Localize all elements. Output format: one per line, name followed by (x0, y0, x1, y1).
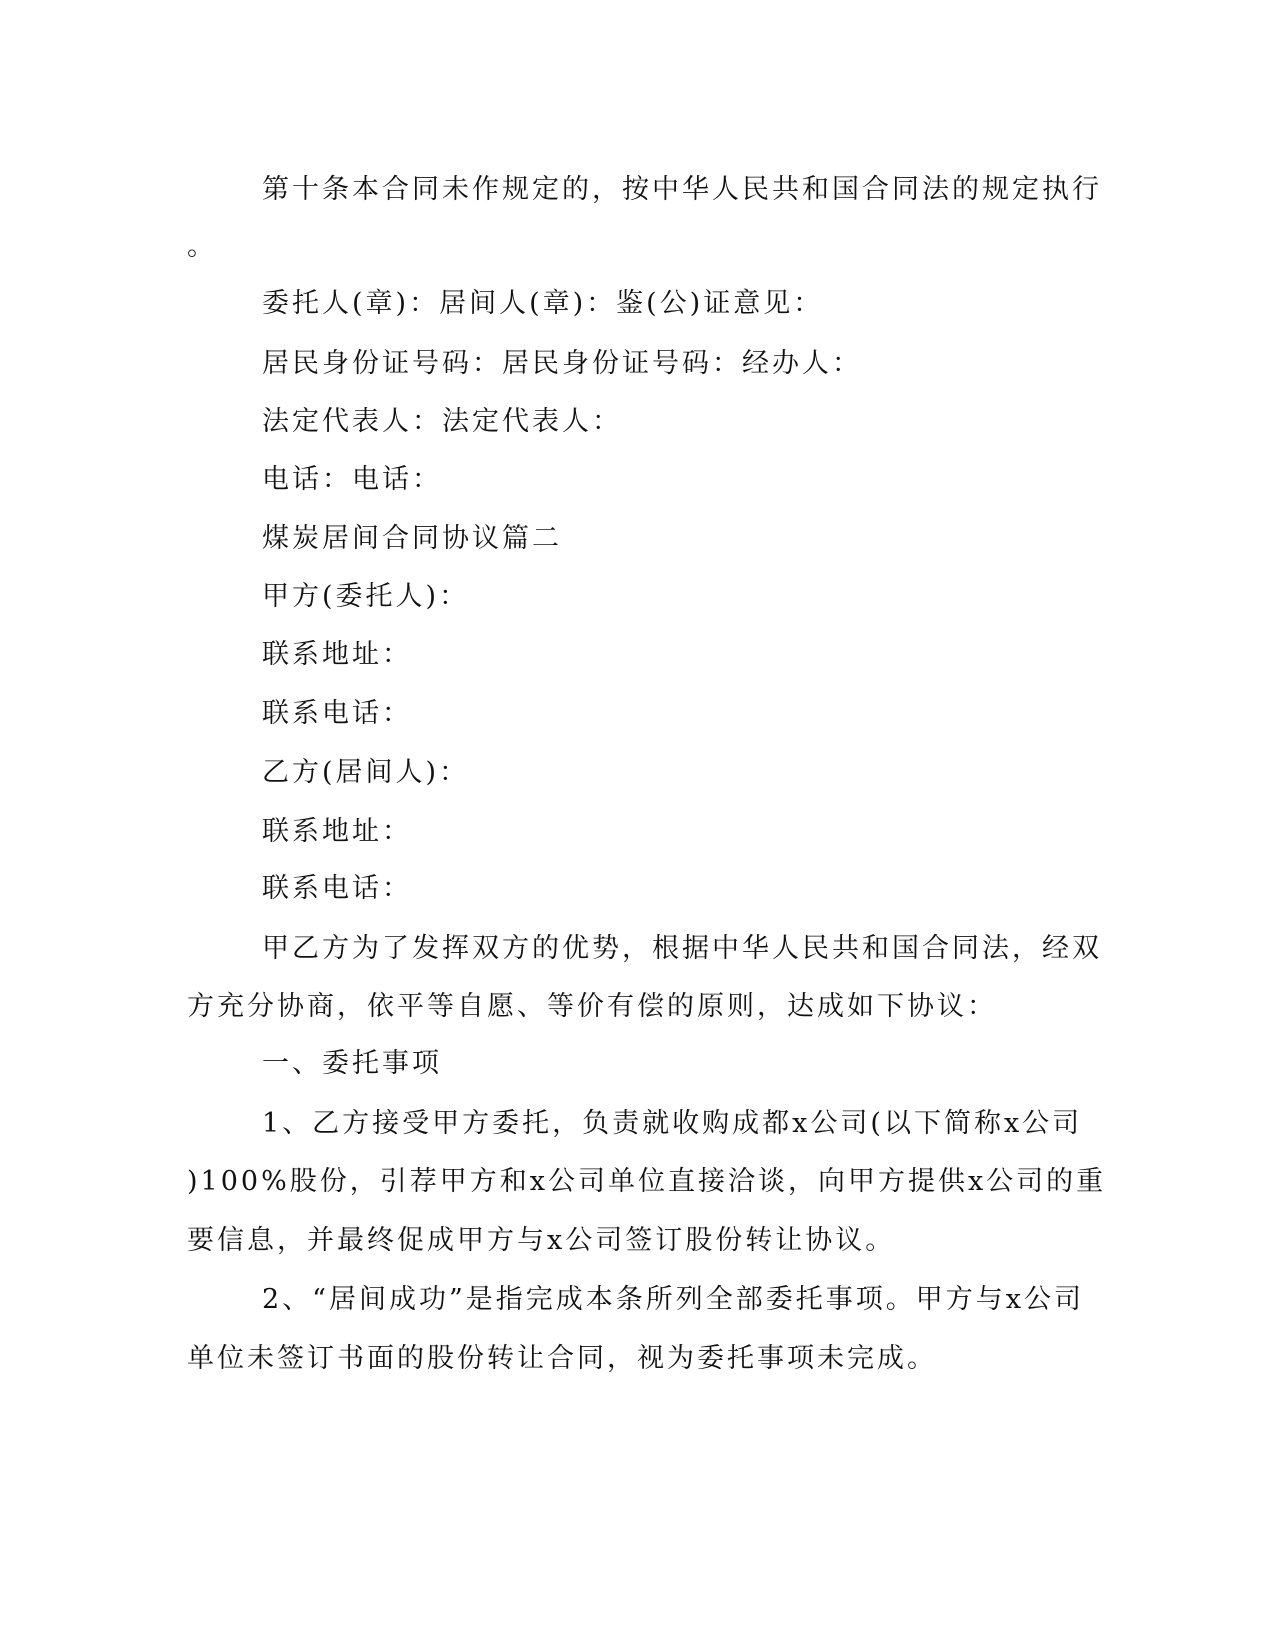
signature-line: 委托人(章)：居间人(章)：鉴(公)证意见： (262, 288, 824, 319)
clause-1-line-3: 要信息，并最终促成甲方与x公司签订股份转让协议。 (187, 1225, 896, 1256)
party-a-address: 联系地址： (262, 639, 412, 670)
party-b-line: 乙方(居间人)： (262, 757, 470, 788)
phone-line: 电话：电话： (262, 464, 442, 495)
clause-2-line-1: 2、“居间成功”是指完成本条所列全部委托事项。甲方与x公司 (262, 1284, 1085, 1315)
clause-1-line-2: )100%股份，引荐甲方和x公司单位直接洽谈，向甲方提供x公司的重 (187, 1166, 1107, 1197)
clause-2-line-2: 单位未签订书面的股份转让合同，视为委托事项未完成。 (187, 1343, 937, 1374)
paragraph-article-ten: 第十条本合同未作规定的，按中华人民共和国合同法的规定执行 (262, 174, 1102, 205)
section-title: 煤炭居间合同协议篇二 (262, 523, 562, 554)
legal-rep-line: 法定代表人：法定代表人： (262, 406, 622, 437)
id-number-line: 居民身份证号码：居民身份证号码：经办人： (262, 348, 862, 379)
party-b-phone: 联系电话： (262, 873, 412, 904)
paragraph-article-ten-end: 。 (187, 231, 217, 262)
party-a-phone: 联系电话： (262, 698, 412, 729)
heading-entrusted-matters: 一、委托事项 (262, 1048, 442, 1079)
party-a-line: 甲方(委托人)： (262, 581, 470, 612)
clause-1-line-1: 1、乙方接受甲方委托，负责就收购成都x公司(以下简称x公司 (262, 1108, 1083, 1139)
preamble-line-2: 方充分协商，依平等自愿、等价有偿的原则，达成如下协议： (187, 991, 997, 1022)
party-b-address: 联系地址： (262, 816, 412, 847)
preamble-line-1: 甲乙方为了发挥双方的优势，根据中华人民共和国合同法，经双 (262, 933, 1102, 964)
